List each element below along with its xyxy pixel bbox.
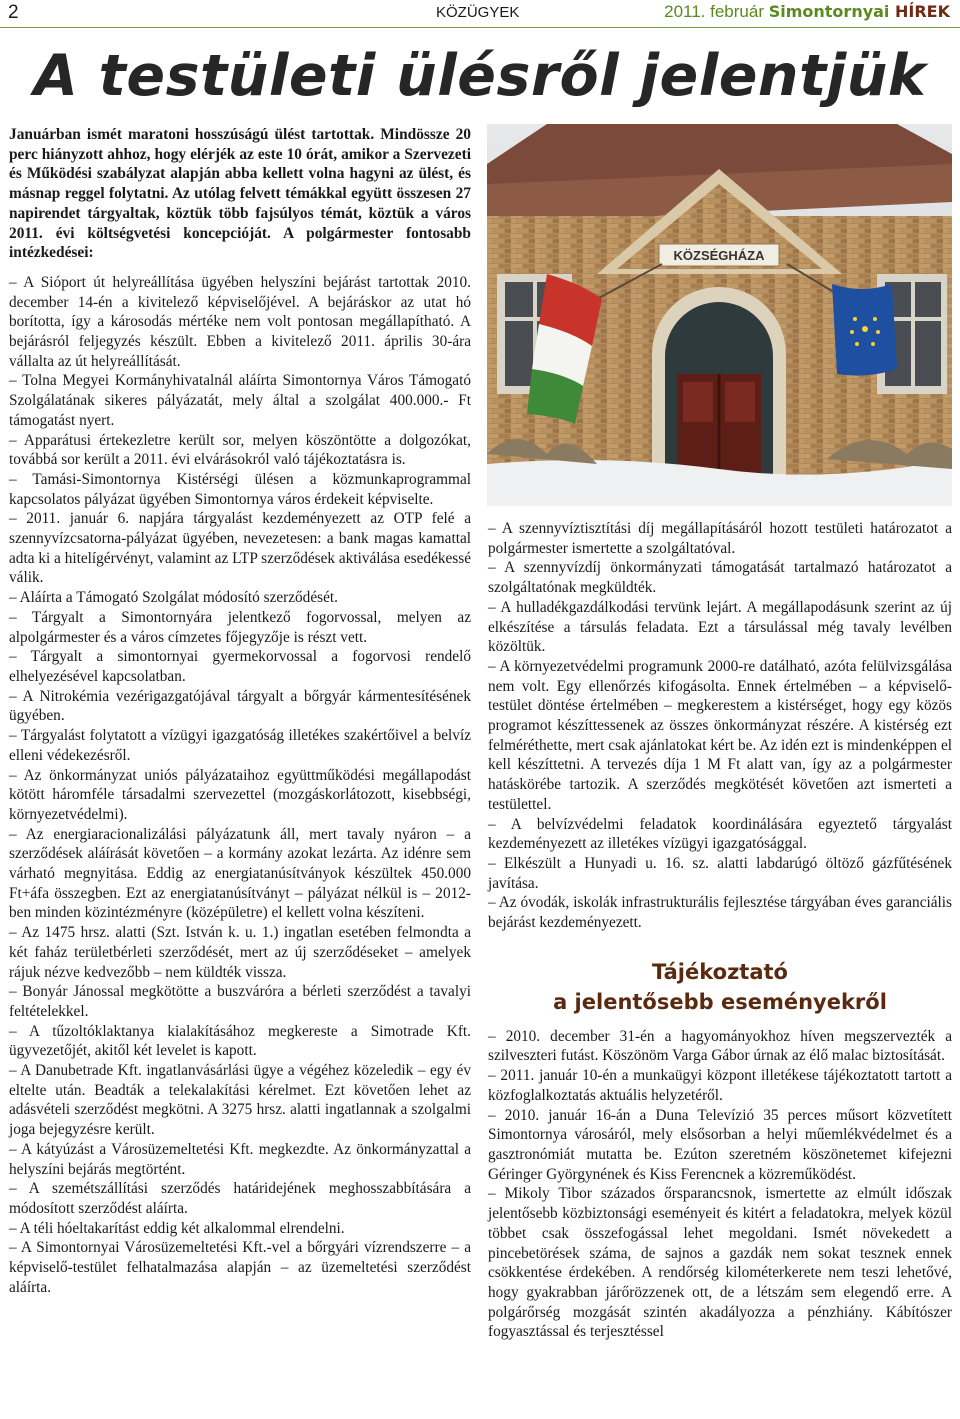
paragraph: – 2010. január 16-án a Duna Televízió 35 perces műsort közvetített Simontornya városáról, mely elsősorban a helyi műemlékvédelmet és a gasztronómiát mutatta be. Ezúton szeretném köszönetemet kifejezni Géringer Györgynének és Kiss Ferencnek a közreműködést. bbox=[488, 1106, 952, 1183]
paragraph: – A kátyúzást a Városüzemeltetési Kft. megkezdte. Az önkormányzattal a helyszíni bejárás megtörtént. bbox=[9, 1140, 471, 1178]
paragraph: – Elkészült a Hunyadi u. 16. sz. alatti labdarúgó öltöző gázfűtésének javítása. bbox=[488, 854, 952, 892]
paragraph: – Apparátusi értekezletre került sor, melyen köszöntötte a dolgozókat, továbbá sor került a 2011. évi elvárásokról való tájékoztatásra is. bbox=[9, 431, 471, 469]
paragraph: – Az energiaracionalizálási pályázatunk áll, mert tavaly nyáron – a szerződések aláírását követően – a kormány azokat lezárta. Az idénre sem várható megnyitása. Eddig az energiatanúsítványok készültek 450.000 Ft+áfa összegben. Ezt az energiatanúsítványt – pályázat nélkül is – 2012-ben minden közintézményre (középületre) el kellett volna készíteni. bbox=[9, 825, 471, 922]
paragraph: – Tárgyalt a Simontornyára jelentkező fogorvossal, melyen az alpolgármester és a város címzetes főjegyzője is részt vett. bbox=[9, 608, 471, 646]
paragraph: – A Nitrokémia vezérigazgatójával tárgyalt a bőrgyár kármentesítésének ügyében. bbox=[9, 687, 471, 725]
section-name: KÖZÜGYEK bbox=[436, 4, 520, 21]
measures-list-continued bbox=[488, 519, 952, 933]
building-sign: KÖZSÉGHÁZA bbox=[673, 248, 765, 263]
issue-info bbox=[664, 2, 950, 22]
paragraph: – A téli hóeltakarítást eddig két alkalommal elrendelni. bbox=[9, 1219, 345, 1237]
article-title: A testületi ülésről jelentjük bbox=[33, 43, 927, 109]
paragraph: – A szennyvíztisztítási díj megállapításáról hozott testületi határozatot a polgármester ismertette a szolgáltatóval. bbox=[488, 520, 952, 557]
paragraph: – A környezetvédelmi programunk 2000-re datálható, azóta felülvizsgálása nem volt. Egy ellenőrzés kifogásolta. Ennek értelmében – a képviselő-testület döntése értelmében – megkerestem a kistérséget, hogy egy közös programot készíttessenek az összes önkormányzat részére. A kistérség ezt felméréthette, mert csak ajánlatokat kért be. Az idén ezt is mindenképpen el kell készíttetni. A tervezés díja 1 M Ft alatt van, így az a polgármester hatáskörébe tartozik. A szerződés megkötését követően azt ismerteti a testülettel. bbox=[488, 657, 952, 813]
paragraph: – 2011. január 6. napjára tárgyalást kezdeményezett az OTP felé a szennyvízcsatorna-pályázat ügyében, nevezetesen: a bank magas kamattal adta ki a hitelígérvényt, valamint az LTP szerződések aktiválása esedékessé válik. bbox=[9, 510, 471, 587]
left-column bbox=[9, 125, 471, 1297]
town-hall-photo bbox=[487, 124, 952, 506]
events-heading: Tájékoztató a jelentősebb eseményekről bbox=[553, 959, 887, 1014]
paragraph: – A hulladékgazdálkodási tervünk lejárt. A megállapodásunk szerint az új elkészítése a társulás feladata. Ezt a társulással még tavaly levélben közöltük. bbox=[488, 598, 952, 656]
paragraph: – Tamási-Simontornya Kistérségi ülésen a közmunkaprogrammal kapcsolatos pályázat ügyében Simontornya város érdekeit képviselte. bbox=[9, 470, 471, 508]
right-column bbox=[488, 519, 952, 1342]
town-hall-image bbox=[487, 124, 952, 506]
paper-name: Simontornyai HÍREK bbox=[768, 2, 950, 21]
paragraph: – A Sióport út helyreállítása ügyében helyszíni bejárást tartottak 2010. december 14-én a kivitelező képviselőjével. A bejáráskor az utat hó borította, így a károsodás mértéke nem volt pontosan megállapítható. A bejárásról feljegyzés készült. Ebben a kivitelező 2011. április 30-ára vállalta az út helyreállítását. bbox=[9, 273, 471, 370]
paragraph: – A Simontornyai Városüzemeltetési Kft.-vel a bőrgyári vízrendszerre – a képviselő-testület felhatalmazása alapján – az üzemeltetési szerződést aláírta. bbox=[9, 1239, 471, 1296]
paragraph: – Az óvodák, iskolák infrastrukturális fejlesztése tárgyában éves garanciális bejárást kezdeményezett. bbox=[488, 894, 952, 932]
paragraph: – A szemétszállítási szerződés határidejének meghosszabbítására a módosított szerződést aláírta. bbox=[9, 1180, 471, 1217]
paragraph: – Tárgyalást folytatott a vízügyi igazgatóság illetékes szakértőivel a belvíz elleni védekezésről. bbox=[9, 727, 471, 764]
page-number: 2 bbox=[8, 2, 19, 23]
paragraph: – A szennyvízdíj önkormányzati támogatását tartalmazó határozatot a szolgáltatónak megküldték. bbox=[488, 559, 952, 597]
page-header bbox=[0, 0, 960, 28]
paragraph: – Tárgyalt a simontornyai gyermekorvossal a fogorvosi rendelő elhelyezésével kapcsolatban. bbox=[9, 648, 471, 685]
paragraph: – A belvízvédelmi feladatok koordinálására egyeztető tárgyalást kezdeményezett az illetékes vízügyi igazgatósággal. bbox=[488, 815, 952, 853]
paragraph: – Aláírta a Támogató Szolgálat módosító szerződését. bbox=[9, 589, 338, 607]
paragraph: – A Danubetrade Kft. ingatlanvásárlási ügye a végéhez közeledik – egy év eltelte után. Beadták a telekalakítási kérelmet. Ezt követően lehet az adásvételi szerződést megkötni. A 3275 hrsz. alatti ingatlannak a szolgalmi joga bejegyzésre került. bbox=[9, 1062, 471, 1139]
issue-date: 2011. február bbox=[664, 2, 764, 21]
paragraph: – 2011. január 10-én a munkaügyi központ illetékese tájékoztatott tartott a közfoglalkoztatás aktuális helyzetéről. bbox=[488, 1067, 952, 1104]
paragraph: – Mikoly Tibor százados őrsparancsnok, ismertette az elmúlt időszak jelentősebb közbiztonsági eseményeit és kitért a feladatokra, melyek közül többet csak összefogással lehet megoldani. Ismét növekedett a pincebetörések száma, de sajnos a gazdák nem sokat tesznek ennek csökkentése érdekében. A rendőrség kilométerkerete nem teszi lehetővé, hogy gyakrabban járőrözzenek ott, de a létszám sem elegendő erre. A polgárőrség mozgását szintén akadályozza a pénzhiány. Kábítószer fogyasztással és terjesztéssel bbox=[488, 1185, 952, 1341]
events-list bbox=[488, 1027, 952, 1342]
measures-list bbox=[9, 273, 471, 1298]
paragraph: – Bonyár Jánossal megkötötte a buszváróra a bérleti szerződést a tavalyi feltételekkel. bbox=[9, 983, 471, 1020]
paragraph: – 2010. december 31-én a hagyományokhoz híven megszervezték a szilveszteri futást. Köszönöm Varga Gábor úrnak az élő malac biztosítását. bbox=[488, 1027, 952, 1065]
paragraph: – Az 1475 hrsz. alatti (Szt. István k. u. 1.) ingatlan esetében felmondta a két faház területbérleti szerződését, mert az új szerződéseket – amelyek rájuk nézve kedvezőbb – nem küldték vissza. bbox=[9, 924, 471, 981]
paragraph: – Az önkormányzat uniós pályázataihoz együttműködési megállapodást kötött háromféle társadalmi szervezettel (mozgáskorlátozott, kisebbségi, környezetvédelmi). bbox=[9, 766, 471, 823]
article-intro: Januárban ismét maratoni hosszúságú ülést tartottak. Mindössze 20 perc hiányzott ahhoz, hogy elérjék az este 10 órát, amikor a Szervezeti és Működési szabályzat alapján abba kellett volna hagyni az ülést, és másnap reggel folytatni. Az utólag felvett témákkal együtt összesen 27 napirendet tárgyaltak, köztük több fajsúlyos témát, köztük a város 2011. évi költségvetési koncepcióját. A polgármester fontosabb intézkedései: bbox=[9, 126, 471, 262]
paragraph: – A tűzoltóklaktanya kialakításához megkereste a Simotrade Kft. ügyvezetőjét, akitől két levelet is kapott. bbox=[9, 1022, 471, 1060]
paragraph: – Tolna Megyei Kormányhivatalnál aláírta Simontornya Város Támogató Szolgálatának sikeres pályázatát, mely által a szolgálat 400.000.- Ft támogatást nyert. bbox=[9, 372, 471, 429]
